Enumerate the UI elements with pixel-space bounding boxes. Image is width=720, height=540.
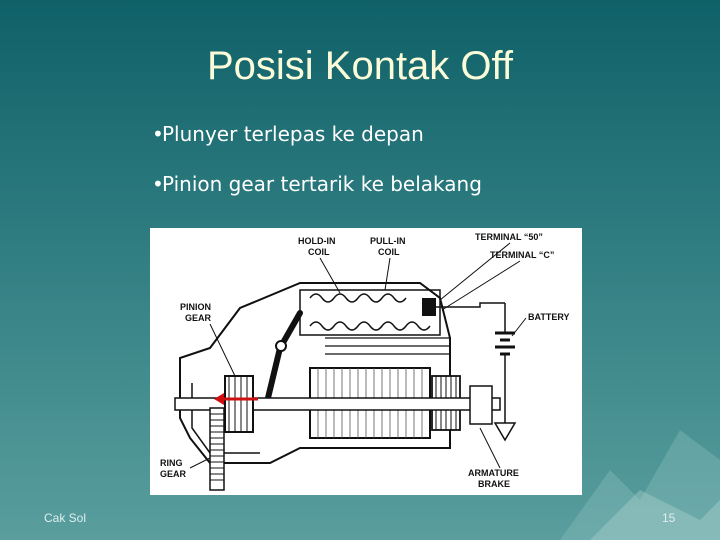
armature-brake-disc	[470, 386, 492, 424]
label-hold-in-coil-line1: HOLD-IN	[298, 236, 336, 246]
pull-in-coil-winding	[310, 322, 430, 330]
label-ring-gear-line1: RING	[160, 458, 183, 468]
label-terminal-c: TERMINAL “C”	[490, 250, 555, 260]
label-armature-brake-line1: ARMATURE	[468, 468, 519, 478]
slide-title: Posisi Kontak Off	[206, 44, 514, 88]
bullet-icon: •	[152, 172, 164, 196]
label-terminal-50: TERMINAL “50”	[475, 232, 543, 242]
label-ring-gear-line2: GEAR	[160, 469, 187, 479]
starter-motor-diagram	[150, 228, 582, 495]
starter-motor-drawing	[150, 228, 582, 495]
label-armature-brake-line2: BRAKE	[478, 479, 511, 489]
label-pinion-gear-line2: GEAR	[185, 313, 212, 323]
label-battery: BATTERY	[528, 312, 570, 322]
bullet-icon: •	[152, 122, 164, 146]
bullet-text: Plunyer terlepas ke depan	[162, 122, 424, 146]
ground-icon	[495, 423, 515, 440]
shift-lever	[268, 313, 300, 398]
label-pinion-gear-line1: PINION	[180, 302, 212, 312]
bullet-text: Pinion gear tertarik ke belakang	[162, 172, 482, 196]
footer-author: Cak Sol	[44, 511, 87, 525]
bullet-item	[152, 168, 482, 218]
label-pull-in-coil-line1: PULL-IN	[370, 236, 406, 246]
page-number: 15	[662, 511, 676, 525]
terminal-block	[422, 298, 436, 316]
bullet-item	[152, 118, 482, 168]
label-pull-in-coil-line2: COIL	[378, 247, 400, 257]
label-hold-in-coil-line2: COIL	[308, 247, 330, 257]
bullet-list	[152, 118, 482, 218]
hold-in-coil-winding	[310, 294, 406, 302]
